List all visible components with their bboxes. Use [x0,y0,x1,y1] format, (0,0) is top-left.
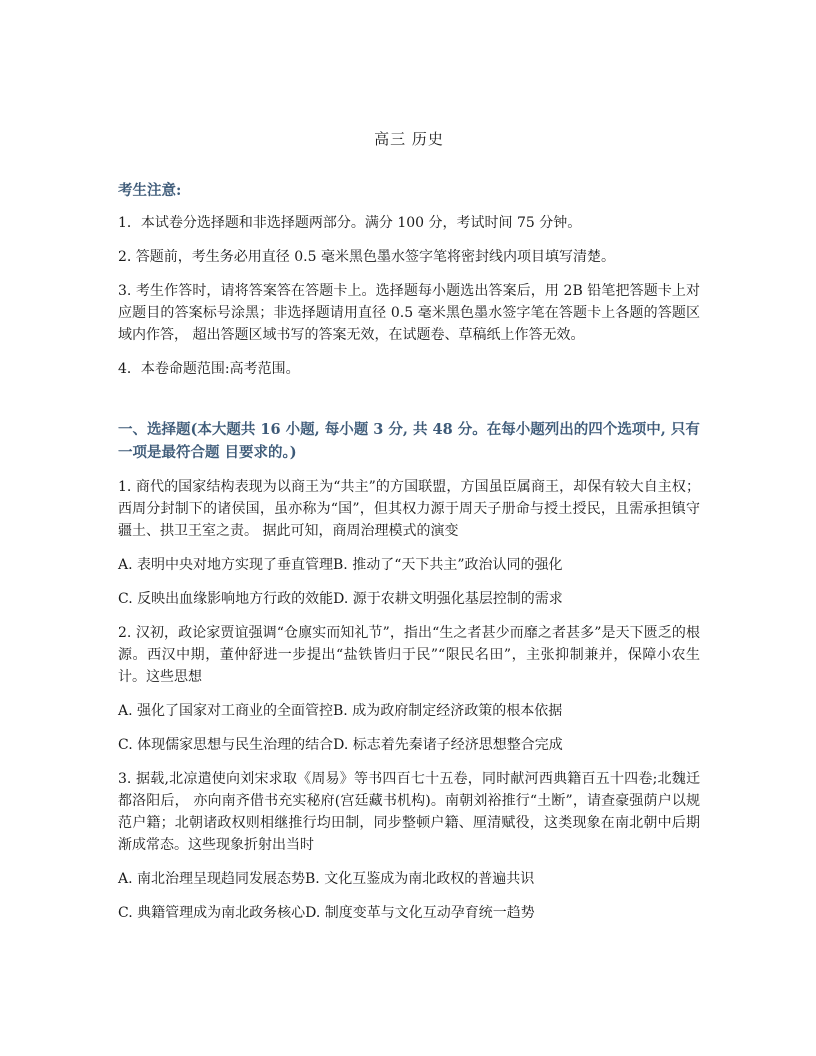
question-1-option-a: A. 表明中央对地方实现了垂直管理 [118,557,334,573]
notice-item-1: 1．本试卷分选择题和非选择题两部分。满分 100 分，考试时间 75 分钟。 [118,215,582,231]
notice-item-3: 3. 考生作答时，请将答案答在答题卡上。选择题每小题选出答案后，用 2B 铅笔把答题卡上对应题目的答案标号涂黑；非选择题请用直径 0.5 毫米黑色墨水签字笔在答题卡上各题的答题区域内作答， 超出答题区域书写的答案无效，在试题卷、草稿纸上作答无效。 [118,283,700,343]
page-content [118,128,700,936]
question-1-option-b: B. 推动了“天下共主”政治认同的强化 [333,557,563,573]
question-2-stem: 2. 汉初，政论家贾谊强调“仓廪实而知礼节”，指出“生之者甚少而靡之者甚多”是天下匮乏的根源。西汉中期，董仲舒进一步提出“盐铁皆归于民”“限民名田”，主张抑制兼并，保障小农生计。这些思想 [118,625,700,685]
question-3-options-row-1 [118,868,700,890]
question-2-option-a: A. 强化了国家对工商业的全面管控 [118,703,334,719]
question-3-options-row-2 [118,902,700,924]
question-3-stem: 3. 据载,北凉遣使向刘宋求取《周易》等书四百七十五卷，同时献河西典籍百五十四卷;北魏迁都洛阳后， 亦向南齐借书充实秘府(宫廷藏书机构)。南朝刘裕推行“土断”，请查豪强荫户以规范户籍；北朝诸政权则相继推行均田制，同步整顿户籍、厘清赋役，这类现象在南北朝中后期渐成常态。这些现象折射出当时 [118,771,700,853]
question-1-options-row-2 [118,588,700,610]
page-title: 高三 历史 [374,130,444,148]
question-1-option-c: C. 反映出血缘影响地方行政的效能 [118,591,334,607]
question-1-options-row-1 [118,554,700,576]
question-3-option-c: C. 典籍管理成为南北政务核心 [118,905,306,921]
notice-item-2: 2. 答题前，考生务必用直径 0.5 毫米黑色墨水签字笔将密封线内项目填写清楚。 [118,249,615,265]
question-3-option-b: B. 文化互鉴成为南北政权的普遍共识 [305,871,535,887]
question-2-options-row-2 [118,734,700,756]
notice-item-4: 4．本卷命题范围:高考范围。 [118,361,300,377]
section-heading: 一、选择题(本大题共 16 小题, 每小题 3 分, 共 48 分。在每小题列出的四个选项中, 只有一项是最符合题 目要求的。) [118,421,700,461]
notice-heading: 考生注意: [118,182,182,199]
question-3-option-d: D. 制度变革与文化互动孕育统一趋势 [305,905,535,921]
question-1-stem: 1. 商代的国家结构表现为以商王为“共主”的方国联盟，方国虽臣属商王，却保有较大自主权；西周分封制下的诸侯国，虽亦称为“国”，但其权力源于周天子册命与授土授民，且需承担镇守疆土、拱卫王室之责。 据此可知，商周治理模式的演变 [118,479,700,539]
question-2-option-b: B. 成为政府制定经济政策的根本依据 [333,703,563,719]
question-2-option-d: D. 标志着先秦诸子经济思想整合完成 [333,737,563,753]
question-2-options-row-1 [118,700,700,722]
question-3-option-a: A. 南北治理呈现趋同发展态势 [118,871,306,887]
question-1-option-d: D. 源于农耕文明强化基层控制的需求 [333,591,563,607]
question-2-option-c: C. 体现儒家思想与民生治理的结合 [118,737,334,753]
